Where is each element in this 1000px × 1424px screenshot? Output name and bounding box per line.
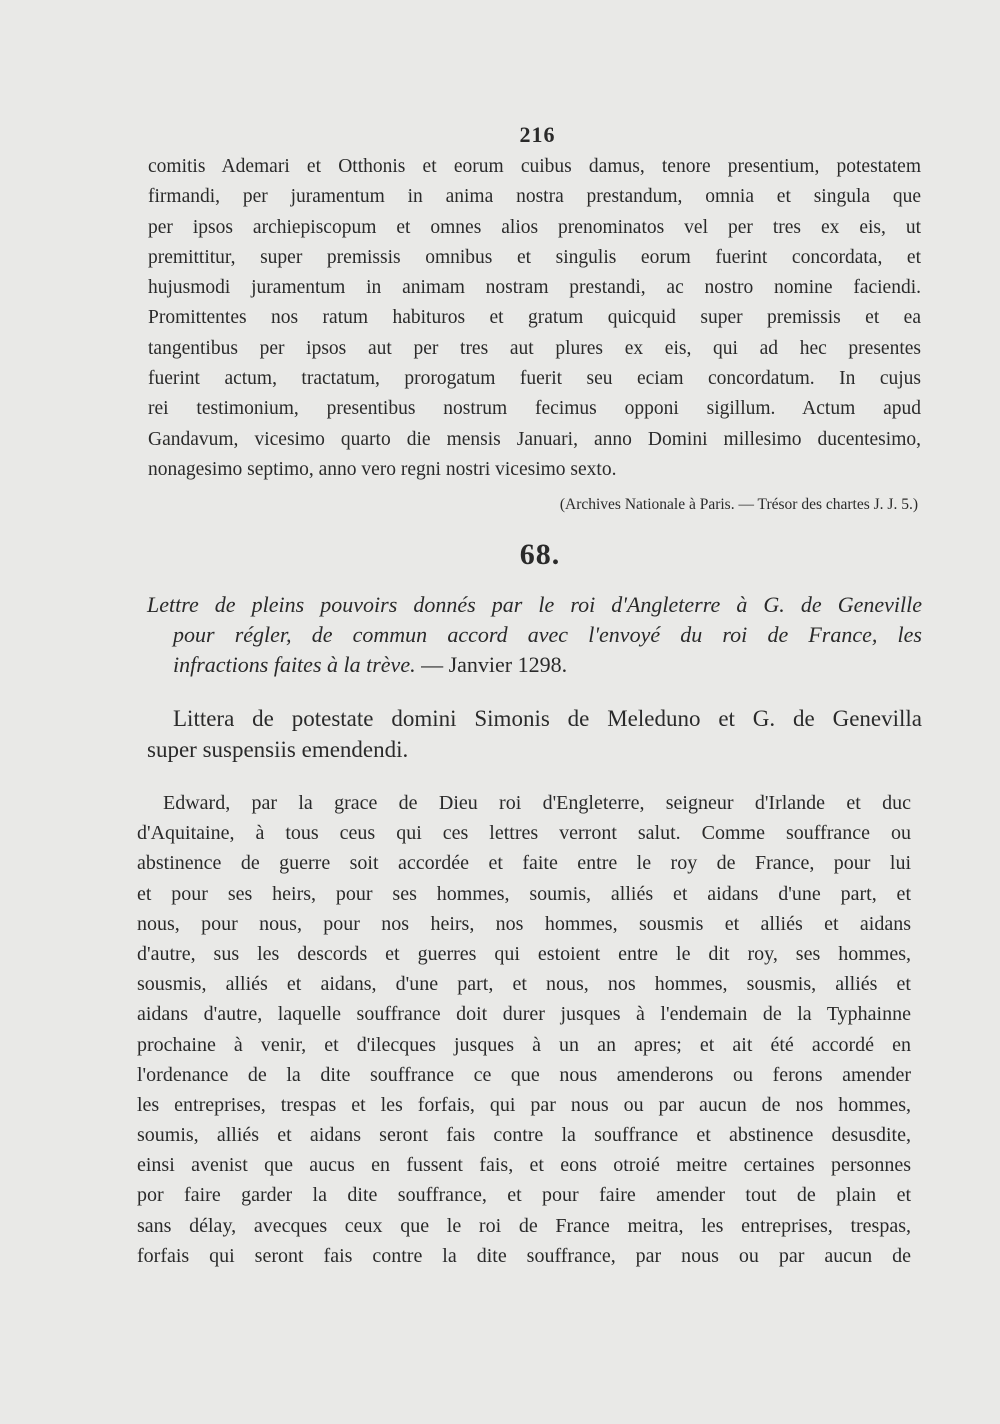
text-line: forfais qui seront fais contre la dite souffrance, par nous ou par aucun de <box>137 1244 911 1267</box>
latin-closing-paragraph <box>148 152 921 485</box>
text-line: por faire garder la dite souffrance, et pour faire amender tout de plain et <box>137 1184 911 1207</box>
latin-heading <box>147 703 922 765</box>
title-line-text: infractions faites à la trève. <box>173 652 416 677</box>
text-line: nonagesimo septimo, anno vero regni nostri vicesimo sexto. <box>148 458 617 480</box>
text-line: rei testimonium, presentibus nostrum fecimus opponi sigillum. Actum apud <box>148 398 921 420</box>
text-line: per ipsos archiepiscopum et omnes alios prenominatos vel per tres ex eis, ut <box>148 216 921 238</box>
document-number: 68. <box>519 538 561 571</box>
french-letter-paragraph <box>137 788 911 1271</box>
text-line: comitis Ademari et Otthonis et eorum cuibus damus, tenore presentium, potestatem <box>148 156 921 177</box>
text-line: hujusmodi juramentum in animam nostram prestandi, ac nostro nomine faciendi. <box>148 277 921 299</box>
text-line: sans délay, avecques ceux que le roi de France meitra, les entreprises, trespas, <box>137 1214 911 1237</box>
text-line: aidans d'autre, laquelle souffrance doit durer jusques à l'endemain de la Typhainne <box>137 1003 911 1026</box>
text-line: tangentibus per ipsos aut per tres aut plures ex eis, qui ad hec presentes <box>148 337 921 359</box>
title-line <box>147 650 922 680</box>
text-line: Edward, par la grace de Dieu roi d'Engleterre, seigneur d'Irlande et duc <box>163 792 911 814</box>
text-line: premittitur, super premissis omnibus et singulis eorum fuerint concordata, et <box>148 246 921 268</box>
text-line: sousmis, alliés et aidans, d'une part, et nous, nos hommes, sousmis, alliés et <box>137 973 911 996</box>
document-title <box>147 590 922 680</box>
text-line: d'Aquitaine, à tous ceus qui ces lettres verront salut. Comme souffrance ou <box>137 822 911 845</box>
page-number: 216 <box>519 122 556 147</box>
text-line: d'autre, sus les descords et guerres qui estoient entre le dit roy, ses hommes, <box>137 942 911 965</box>
heading-line: Littera de potestate domini Simonis de Meleduno et G. de Genevilla <box>173 706 922 731</box>
title-line: pour régler, de commun accord avec l'envoyé du roi de France, les <box>173 622 922 647</box>
text-line: les entreprises, trespas et les forfais, qui par nous ou par aucun de nos hommes, <box>137 1093 911 1116</box>
text-line: Gandavum, vicesimo quarto die mensis Januari, anno Domini millesimo ducentesimo, <box>148 428 921 450</box>
text-line: prochaine à venir, et d'ilecques jusques à un an apres; et ait été accordé en <box>137 1033 911 1056</box>
text-line: l'ordenance de la dite souffrance ce que nous amenderons ou ferons amender <box>137 1063 911 1086</box>
text-line: et pour ses heirs, pour ses hommes, soumis, alliés et aidans d'une part, et <box>137 882 911 905</box>
title-line: Lettre de pleins pouvoirs donnés par le roi d'Angleterre à G. de Geneville <box>147 592 922 617</box>
heading-line: super suspensiis emendendi. <box>147 737 409 762</box>
text-line: firmandi, per juramentum in anima nostra prestandum, omnia et singula que <box>148 186 921 208</box>
source-citation: (Archives Nationale à Paris. — Trésor des chartes J. J. 5.) <box>559 496 918 513</box>
text-line: einsi avenist que aucus en fussent fais, et eons otroié meitre certaines personnes <box>137 1154 911 1177</box>
text-line: abstinence de guerre soit accordée et faite entre le roy de France, pour lui <box>137 852 911 875</box>
text-line: fuerint actum, tractatum, prorogatum fuerit seu eciam concordatum. In cujus <box>148 368 921 390</box>
text-line: Promittentes nos ratum habituros et gratum quicquid super premissis et ea <box>148 307 921 329</box>
text-line: soumis, alliés et aidans seront fais contre la souffrance et abstinence desusdite, <box>137 1124 911 1147</box>
title-date: — Janvier 1298. <box>421 652 568 677</box>
text-line: nous, pour nous, pour nos heirs, nos hommes, sousmis et alliés et aidans <box>137 912 911 935</box>
